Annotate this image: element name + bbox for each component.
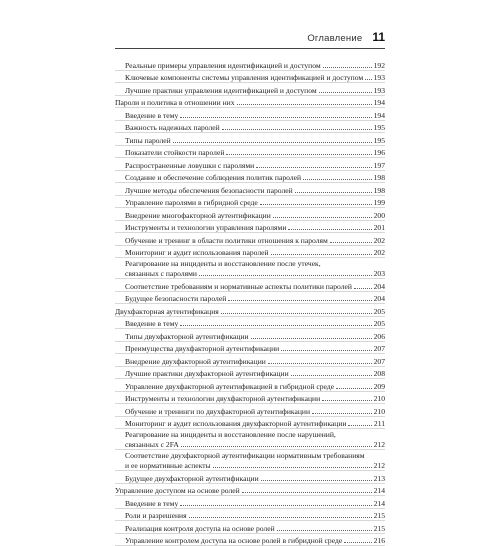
- dot-leader: [180, 117, 371, 118]
- toc-entry-title: Пароли и политика в отношении них: [115, 98, 235, 107]
- toc-entry-page: 202: [374, 236, 385, 245]
- toc-entry-title: Управление двухфакторной аутентификацией в гибридной среде: [125, 382, 334, 391]
- toc-entry-page: 216: [374, 536, 385, 545]
- dot-leader: [189, 517, 372, 518]
- dot-leader: [173, 142, 372, 143]
- dot-leader: [221, 313, 372, 314]
- toc-entry-title: Введение в тему: [125, 319, 178, 328]
- running-header: [115, 30, 385, 44]
- toc-entry-page: 196: [374, 148, 385, 157]
- toc-entry-page: 202: [374, 248, 385, 257]
- toc-entry-title: Реагирование на инциденты и восстановление после утечек,: [125, 259, 385, 269]
- dot-leader: [180, 325, 371, 326]
- toc-entry: [115, 317, 385, 330]
- toc-entry-page: 210: [374, 407, 385, 416]
- dot-leader: [303, 179, 372, 180]
- toc-entry: [115, 534, 385, 546]
- toc-entry-page: 214: [374, 499, 385, 508]
- dot-leader: [251, 338, 372, 339]
- toc-entry-title: Роли и разрешения: [125, 511, 187, 520]
- toc-entry-title: Реальные примеры управления идентификацией и доступом: [125, 61, 321, 70]
- dot-leader: [354, 288, 372, 289]
- toc-entry-page: 194: [374, 111, 385, 120]
- toc-entry-title: Двухфакторная аутентификация: [115, 307, 219, 316]
- toc-entry: [115, 96, 385, 109]
- toc-entry: [115, 246, 385, 259]
- toc-entry-page: 215: [374, 524, 385, 533]
- toc-entry-page: 209: [374, 382, 385, 391]
- toc-entry: [115, 233, 385, 246]
- toc-entry-title: Соответствие двухфакторной аутентификации нормативным требованиям: [125, 451, 385, 461]
- toc-entry-title: Показатели стойкости паролей: [125, 148, 224, 157]
- toc-entry-page: 214: [374, 486, 385, 495]
- toc-entry-page: 212: [374, 461, 385, 471]
- toc-entry: [115, 58, 385, 71]
- toc-entry-page: 195: [374, 136, 385, 145]
- toc-entry-page: 204: [374, 294, 385, 303]
- toc-entry-title-continued: и ее нормативные аспекты: [125, 461, 211, 471]
- toc-entry: [115, 292, 385, 305]
- toc-entry: [115, 509, 385, 522]
- toc-entry-page: 198: [374, 173, 385, 182]
- dot-leader: [213, 467, 372, 468]
- toc-entry-page: 210: [374, 394, 385, 403]
- toc-entry-page: 205: [374, 319, 385, 328]
- dot-leader: [260, 204, 372, 205]
- header-title: Оглавление: [307, 33, 362, 44]
- toc-entry-title: Типы двухфакторной аутентификации: [125, 332, 249, 341]
- toc-entry: [115, 146, 385, 159]
- toc-entry-page: 204: [374, 282, 385, 291]
- toc-entry-title: Обучение и тренинг в области политики отношения к паролям: [125, 236, 328, 245]
- dot-leader: [295, 192, 372, 193]
- toc-entry: [115, 429, 385, 450]
- toc-entry: [115, 484, 385, 497]
- dot-leader: [226, 154, 371, 155]
- dot-leader: [323, 67, 372, 68]
- toc-entry-title: Обучение и тренинги по двухфакторной аутентификации: [125, 407, 310, 416]
- toc-entry: [115, 329, 385, 342]
- toc-entry: [115, 71, 385, 84]
- toc-entry: [115, 221, 385, 234]
- toc-entry-page: 193: [374, 86, 385, 95]
- toc-entry-page: 199: [374, 198, 385, 207]
- toc-entry-title: Лучшие практики управления идентификацией и доступом: [125, 86, 317, 95]
- toc-entry-title: Распространенные ловушки с паролями: [125, 161, 254, 170]
- dot-leader: [273, 217, 372, 218]
- toc-entry-page: 212: [374, 440, 385, 450]
- dot-leader: [288, 229, 371, 230]
- toc-entry-page: 205: [374, 307, 385, 316]
- toc-entry-title: Мониторинг и аудит использования двухфакторной аутентификации: [125, 419, 346, 428]
- toc-entry-title: Ключевые компоненты системы управления идентификацией и доступом: [125, 73, 363, 82]
- dot-leader: [291, 375, 372, 376]
- table-of-contents: [115, 58, 385, 546]
- toc-entry-page: 193: [374, 73, 385, 82]
- toc-entry: [115, 83, 385, 96]
- dot-leader: [348, 425, 371, 426]
- toc-entry: [115, 196, 385, 209]
- dot-leader: [242, 492, 372, 493]
- dot-leader: [237, 104, 372, 105]
- toc-entry: [115, 121, 385, 134]
- header-rule: [115, 48, 385, 49]
- toc-entry-title: Инструменты и технологии управления паролями: [125, 223, 286, 232]
- toc-entry-title: Введение в тему: [125, 111, 178, 120]
- toc-entry-title: Мониторинг и аудит использования паролей: [125, 248, 269, 257]
- toc-entry-title: Лучшие методы обеспечения безопасности паролей: [125, 186, 293, 195]
- toc-entry: [115, 496, 385, 509]
- dot-leader: [344, 542, 371, 543]
- dot-leader: [319, 92, 372, 93]
- toc-entry-title: Внедрение многофакторной аутентификации: [125, 211, 271, 220]
- dot-leader: [271, 254, 372, 255]
- toc-entry: [115, 133, 385, 146]
- toc-entry: [115, 304, 385, 317]
- toc-entry-page: 213: [374, 474, 385, 483]
- toc-entry-title: Внедрение двухфакторной аутентификации: [125, 357, 266, 366]
- toc-entry-title: Будущее безопасности паролей: [125, 294, 226, 303]
- dot-leader: [268, 363, 372, 364]
- toc-entry-title: Будущее двухфакторной аутентификации: [125, 474, 259, 483]
- dot-leader: [181, 446, 372, 447]
- toc-entry-title: Инструменты и технологии двухфакторной аутентификации: [125, 394, 320, 403]
- dot-leader: [228, 300, 371, 301]
- toc-entry: [115, 208, 385, 221]
- toc-entry: [115, 521, 385, 534]
- dot-leader: [256, 167, 371, 168]
- toc-entry: [115, 171, 385, 184]
- toc-entry-page: 194: [374, 98, 385, 107]
- toc-entry-page: 200: [374, 211, 385, 220]
- toc-entry-page: 197: [374, 161, 385, 170]
- toc-entry-page: 207: [374, 357, 385, 366]
- toc-entry-page: 201: [374, 223, 385, 232]
- toc-entry-title: Управление контролем доступа на основе ролей в гибридной среде: [125, 536, 342, 545]
- toc-entry: [115, 404, 385, 417]
- toc-entry-title: Реализация контроля доступа на основе ролей: [125, 524, 275, 533]
- dot-leader: [180, 505, 371, 506]
- toc-entry-page: 198: [374, 186, 385, 195]
- toc-entry-title: Преимущества двухфакторной аутентификации: [125, 344, 279, 353]
- toc-entry-title: Управление доступом на основе ролей: [115, 486, 240, 495]
- toc-entry-title: Лучшие практики двухфакторной аутентификации: [125, 369, 289, 378]
- toc-entry-title: Создание и обеспечение соблюдения политик паролей: [125, 173, 301, 182]
- toc-entry-title-continued: связанных с паролями: [125, 269, 197, 279]
- toc-entry-page: 211: [374, 419, 385, 428]
- toc-entry: [115, 471, 385, 484]
- toc-entry: [115, 158, 385, 171]
- toc-entry-title: Типы паролей: [125, 136, 171, 145]
- toc-entry-title: Реагирование на инциденты и восстановление после нарушений,: [125, 430, 385, 440]
- toc-entry: [115, 392, 385, 405]
- toc-entry-page: 192: [374, 61, 385, 70]
- toc-entry: [115, 450, 385, 471]
- dot-leader: [330, 242, 372, 243]
- toc-entry-page: 206: [374, 332, 385, 341]
- dot-leader: [312, 413, 372, 414]
- toc-entry-title-continued: связанных с 2FA: [125, 440, 179, 450]
- toc-entry: [115, 258, 385, 279]
- toc-entry-page: 215: [374, 511, 385, 520]
- toc-entry-page: 208: [374, 369, 385, 378]
- toc-entry: [115, 183, 385, 196]
- toc-entry-page: 207: [374, 344, 385, 353]
- toc-entry: [115, 354, 385, 367]
- dot-leader: [322, 400, 371, 401]
- toc-entry: [115, 367, 385, 380]
- dot-leader: [199, 275, 372, 276]
- dot-leader: [336, 388, 372, 389]
- dot-leader: [277, 530, 372, 531]
- toc-entry-title: Введение в тему: [125, 499, 178, 508]
- toc-entry: [115, 108, 385, 121]
- toc-entry: [115, 279, 385, 292]
- dot-leader: [365, 79, 371, 80]
- toc-entry-title: Соответствие требованиям и нормативные аспекты политики паролей: [125, 282, 352, 291]
- dot-leader: [222, 129, 372, 130]
- toc-entry: [115, 379, 385, 392]
- toc-entry-page: 203: [374, 269, 385, 279]
- toc-entry-title: Управление паролями в гибридной среде: [125, 198, 258, 207]
- dot-leader: [261, 480, 372, 481]
- toc-entry-title: Важность надежных паролей: [125, 123, 220, 132]
- toc-entry: [115, 342, 385, 355]
- dot-leader: [281, 350, 371, 351]
- toc-entry: [115, 417, 385, 430]
- toc-entry-page: 195: [374, 123, 385, 132]
- header-page-number: 11: [372, 30, 385, 44]
